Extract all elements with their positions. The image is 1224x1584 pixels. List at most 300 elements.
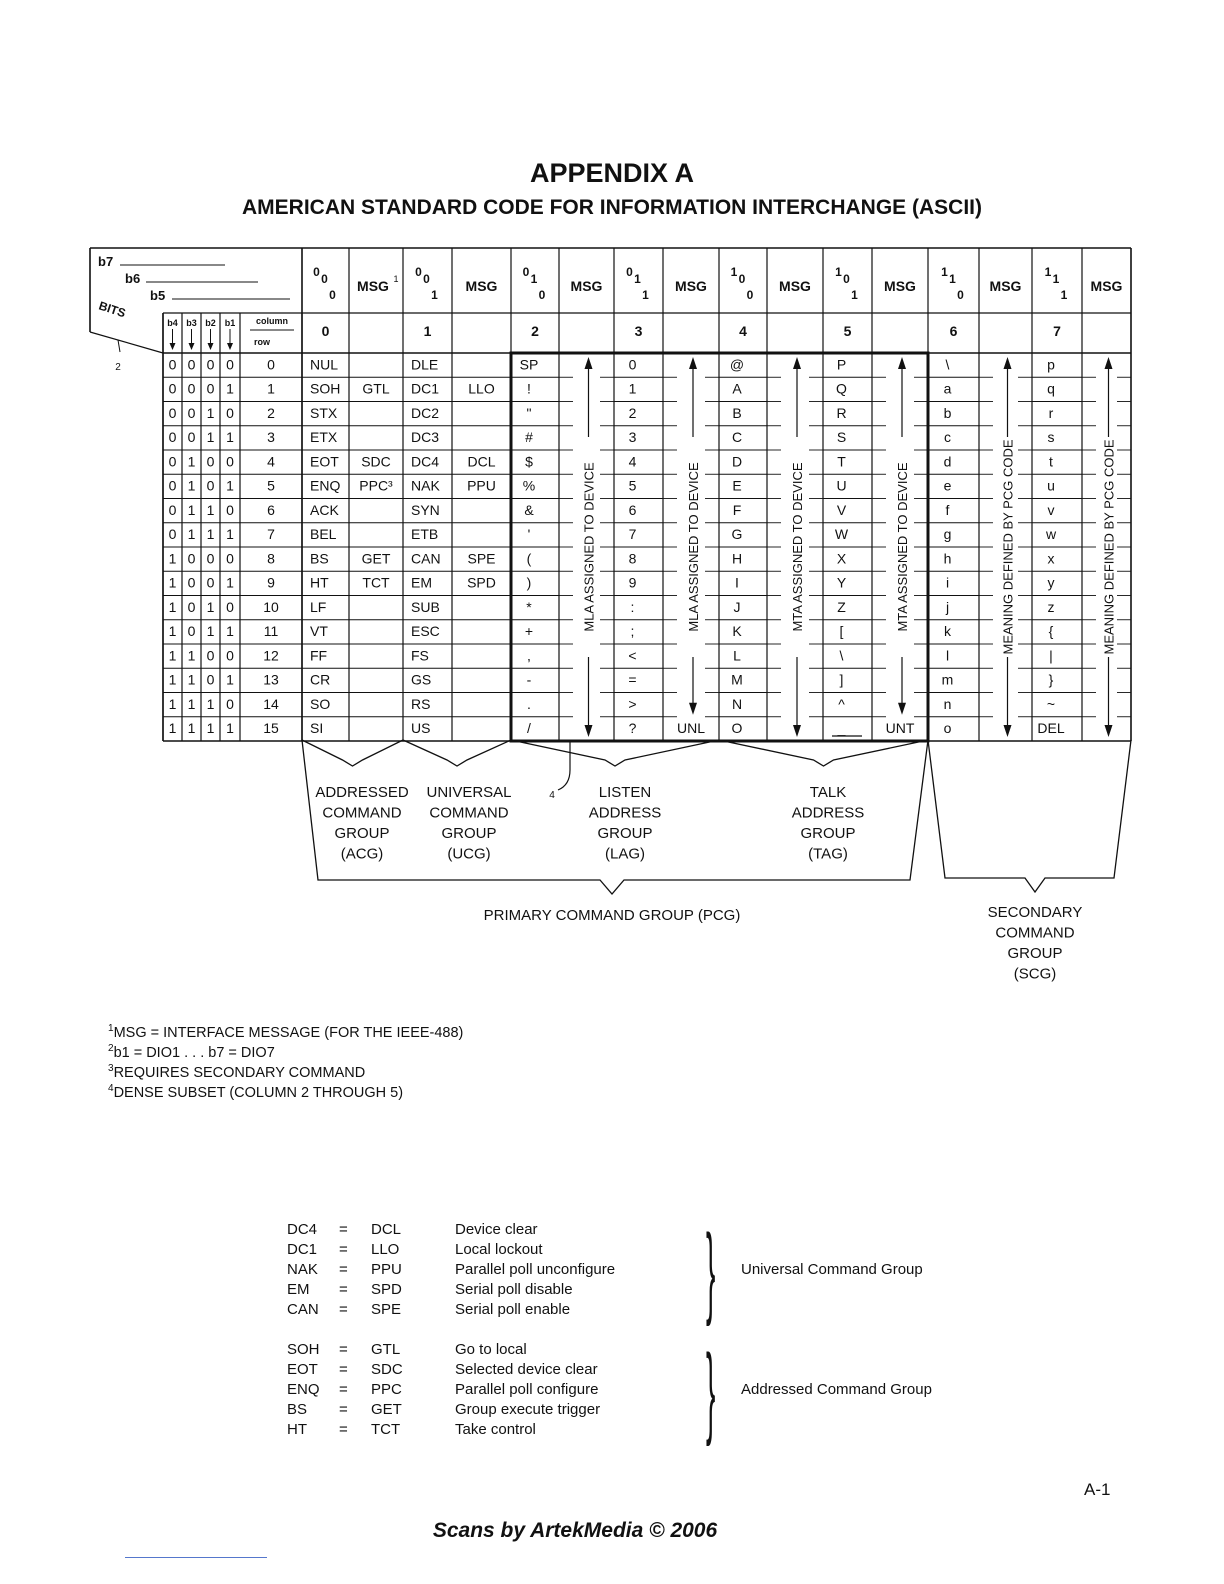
char-cell: ! xyxy=(527,380,531,397)
col-bit-b7: 1 xyxy=(730,265,738,279)
legend-brace: } xyxy=(706,1335,716,1447)
row-bit: 1 xyxy=(206,404,215,421)
char-cell: FS xyxy=(411,647,429,664)
row-bit: 0 xyxy=(206,647,215,664)
row-bit: 1 xyxy=(226,380,234,397)
msg-header: MSG xyxy=(675,278,707,294)
legend-code: DC1 xyxy=(287,1241,318,1258)
bits-label: BITS xyxy=(97,298,128,321)
char-cell: D xyxy=(731,453,743,470)
char-cell: L xyxy=(733,647,741,664)
char-cell: ] xyxy=(839,671,844,688)
col-bit-b5: 0 xyxy=(957,288,964,302)
column-number: 2 xyxy=(531,323,539,339)
char-cell: X xyxy=(836,550,847,567)
char-cell: DC4 xyxy=(411,453,440,470)
row-bit: 1 xyxy=(168,695,177,712)
legend-msg: GET xyxy=(371,1401,402,1418)
row-bit: 0 xyxy=(187,574,196,591)
col-bit-b5: 0 xyxy=(329,288,336,302)
ucg-label: GROUP xyxy=(441,825,497,842)
col-bit-b5: 1 xyxy=(851,288,858,302)
column-number: 4 xyxy=(739,323,747,339)
char-cell: c xyxy=(944,429,951,446)
message-cell: TCT xyxy=(362,574,390,591)
char-cell: 7 xyxy=(628,526,637,543)
legend-msg: SDC xyxy=(371,1361,403,1378)
row-bit: 0 xyxy=(168,526,177,543)
char-cell: Q xyxy=(836,380,847,397)
col-bit-b7: 0 xyxy=(415,265,422,279)
msg-header: MSG xyxy=(1090,278,1123,294)
row-bit: 1 xyxy=(206,720,215,737)
tag-label: TALK xyxy=(809,784,847,801)
column-number: 6 xyxy=(949,323,958,339)
char-cell: . xyxy=(527,695,531,712)
footnote-number: 1 xyxy=(108,1023,114,1034)
row-bit: 0 xyxy=(226,404,234,421)
message-cell: SPD xyxy=(467,574,496,591)
arrow-head-up xyxy=(585,357,593,369)
row-bit: 1 xyxy=(168,598,177,615)
col-bit-b7: 1 xyxy=(1044,265,1052,279)
char-cell: CAN xyxy=(411,550,441,567)
char-cell: z xyxy=(1047,598,1055,615)
col-bit-b6: 1 xyxy=(634,272,641,286)
row-number: 11 xyxy=(263,623,279,640)
legend-code: BS xyxy=(287,1401,308,1418)
row-bit: 0 xyxy=(187,380,196,397)
legend-eq: = xyxy=(339,1381,348,1398)
row-bit: 1 xyxy=(206,598,215,615)
arrow-head-up xyxy=(793,357,801,369)
acg-label: ADDRESSED xyxy=(315,784,409,801)
column-label: column xyxy=(255,316,289,326)
arrow-head-up xyxy=(1004,357,1012,369)
low-bit-label: b4 xyxy=(167,318,178,328)
message-cell: DCL xyxy=(467,453,496,470)
row-bit: 0 xyxy=(168,356,177,373)
char-cell: ; xyxy=(630,623,635,640)
legend-msg: PPC xyxy=(371,1381,402,1398)
char-cell: s xyxy=(1047,429,1055,446)
column-number: 0 xyxy=(321,323,330,339)
char-cell: V xyxy=(836,501,847,518)
legend-eq: = xyxy=(339,1421,348,1438)
low-bit-label: b1 xyxy=(224,318,236,328)
char-cell: q xyxy=(1047,380,1055,397)
row-bit: 1 xyxy=(206,429,215,446)
footnote xyxy=(108,1083,403,1101)
char-cell: \ xyxy=(839,647,844,664)
char-cell: > xyxy=(628,695,637,712)
char-cell: CR xyxy=(310,671,331,688)
legend-desc: Serial poll disable xyxy=(455,1281,573,1298)
ucg-label: UNIVERSAL xyxy=(426,784,512,801)
scg-bracket xyxy=(928,740,1131,892)
column-number: 7 xyxy=(1053,323,1061,339)
msg-header: MSG xyxy=(779,278,811,294)
legend-desc: Local lockout xyxy=(455,1241,543,1258)
char-cell: S xyxy=(836,429,847,446)
message-cell: PPU xyxy=(467,477,496,494)
tag-label: GROUP xyxy=(800,825,856,842)
row-bit: 1 xyxy=(226,429,234,446)
char-cell: T xyxy=(837,453,846,470)
message-cell: UNT xyxy=(885,720,915,737)
lag-label: (LAG) xyxy=(604,845,646,863)
row-bit: 0 xyxy=(206,453,215,470)
legend-eq: = xyxy=(339,1281,348,1298)
note-ref-line xyxy=(118,340,120,352)
char-cell: DC3 xyxy=(411,429,440,446)
row-bit: 1 xyxy=(206,623,215,640)
char-cell: ( xyxy=(526,550,532,567)
bit-arrowhead xyxy=(227,343,233,350)
acg-label: COMMAND xyxy=(322,804,402,822)
row-number: 5 xyxy=(267,477,275,494)
char-cell: DC2 xyxy=(411,404,440,421)
char-cell: ENQ xyxy=(310,477,341,494)
row-number: 2 xyxy=(267,404,275,421)
legend-code: ENQ xyxy=(287,1381,320,1398)
ucg-label: COMMAND xyxy=(429,804,509,822)
arrow-head-up xyxy=(689,357,697,369)
char-cell: @ xyxy=(729,356,745,373)
char-cell: SOH xyxy=(310,380,341,397)
row-bit: 0 xyxy=(226,550,234,567)
row-bit: 1 xyxy=(187,720,196,737)
char-cell: K xyxy=(732,623,742,640)
col-bit-b6: 0 xyxy=(738,272,746,286)
row-number: 14 xyxy=(263,695,279,712)
row-bit: 0 xyxy=(226,695,234,712)
message-cell: SDC xyxy=(361,453,391,470)
row-number: 0 xyxy=(267,356,275,373)
msg-header: MSG xyxy=(570,278,603,294)
arrow-head-down xyxy=(1004,725,1012,737)
char-cell: HT xyxy=(310,574,329,591)
char-cell: SYN xyxy=(411,501,440,518)
char-cell: ' xyxy=(527,526,531,543)
row-bit: 0 xyxy=(168,453,177,470)
msg-header: MSG xyxy=(357,278,389,294)
message-cell: UNL xyxy=(676,720,706,737)
row-number: 10 xyxy=(263,598,279,615)
legend-msg: DCL xyxy=(371,1221,402,1238)
bit-arrowhead xyxy=(189,343,195,350)
char-cell: d xyxy=(943,453,952,470)
char-cell: FF xyxy=(310,647,328,664)
row-bit: 1 xyxy=(226,671,234,688)
legend-eq: = xyxy=(339,1221,348,1238)
char-cell: LF xyxy=(310,598,327,615)
char-cell: x xyxy=(1047,550,1055,567)
scg-label: COMMAND xyxy=(995,924,1075,942)
row-bit: 0 xyxy=(206,550,215,567)
footnote xyxy=(108,1063,365,1081)
char-cell: DEL xyxy=(1037,720,1065,737)
vertical-range-label: MEANING DEFINED BY PCG CODE xyxy=(1101,439,1117,655)
legend-eq: = xyxy=(339,1341,348,1358)
char-cell: i xyxy=(945,574,950,591)
char-cell: F xyxy=(732,501,742,518)
col-bit-b7: 1 xyxy=(835,265,842,279)
col-bit-b6: 0 xyxy=(321,272,328,286)
char-cell: GS xyxy=(411,671,432,688)
char-cell: # xyxy=(525,429,533,446)
char-cell: } xyxy=(1048,671,1054,688)
legend-eq: = xyxy=(339,1361,348,1378)
bit-arrowhead xyxy=(170,343,176,350)
char-cell: 3 xyxy=(628,429,637,446)
char-cell: _ xyxy=(837,720,846,737)
vertical-range-label: MLA ASSIGNED TO DEVICE xyxy=(581,462,597,632)
msg-header: MSG xyxy=(884,278,916,294)
char-cell: " xyxy=(526,404,532,421)
row-bit: 0 xyxy=(168,477,177,494)
row-bit: 1 xyxy=(187,647,196,664)
footnote-number: 3 xyxy=(108,1063,114,1074)
row-number: 15 xyxy=(263,720,279,737)
column-number: 3 xyxy=(634,323,643,339)
col-bit-b7: 0 xyxy=(313,265,320,279)
char-cell: w xyxy=(1045,526,1057,543)
col-bit-b7: 1 xyxy=(941,265,948,279)
low-bit-label: b3 xyxy=(186,318,197,328)
column-number: 5 xyxy=(843,323,852,339)
tag-label: (TAG) xyxy=(808,845,848,863)
char-cell: B xyxy=(732,404,742,421)
legend-group-name: Addressed Command Group xyxy=(741,1381,932,1398)
char-cell: C xyxy=(731,429,743,446)
char-cell: I xyxy=(735,574,739,591)
msg-header: MSG xyxy=(989,278,1022,294)
char-cell: W xyxy=(834,526,849,543)
char-cell: NUL xyxy=(310,356,339,373)
legend-desc: Group execute trigger xyxy=(455,1401,601,1418)
char-cell: g xyxy=(943,526,952,543)
row-bit: 0 xyxy=(187,623,196,640)
page-subtitle: AMERICAN STANDARD CODE FOR INFORMATION INTERCHANGE (ASCII) xyxy=(241,196,983,219)
char-cell: H xyxy=(731,550,743,567)
legend-code: NAK xyxy=(287,1261,318,1278)
char-cell: % xyxy=(522,477,536,494)
legend-brace: } xyxy=(706,1215,716,1327)
scg-label: GROUP xyxy=(1007,945,1063,962)
footnote-number: 2 xyxy=(108,1043,114,1054)
row-bit: 1 xyxy=(168,623,177,640)
row-bit: 0 xyxy=(187,550,196,567)
char-cell: J xyxy=(733,598,741,615)
row-bit: 1 xyxy=(206,695,215,712)
col-bit-b6: 1 xyxy=(530,272,538,286)
row-bit: 0 xyxy=(187,598,196,615)
row-bit: 1 xyxy=(206,501,215,518)
row-bit: 1 xyxy=(226,720,234,737)
arrow-head-up xyxy=(898,357,906,369)
char-cell: t xyxy=(1049,453,1053,470)
char-cell: ESC xyxy=(411,623,440,640)
char-cell: 2 xyxy=(628,404,637,421)
page-number: A-1 xyxy=(1084,1480,1111,1499)
row-bit: 1 xyxy=(168,550,177,567)
char-cell: ACK xyxy=(310,501,339,518)
char-cell: p xyxy=(1047,356,1055,373)
row-bit: 1 xyxy=(206,526,215,543)
char-cell: SI xyxy=(310,720,324,737)
footnote-text: REQUIRES SECONDARY COMMAND xyxy=(113,1064,366,1081)
row-bit: 0 xyxy=(206,671,215,688)
char-cell: BEL xyxy=(310,526,337,543)
char-cell: M xyxy=(731,671,743,688)
row-bit: 1 xyxy=(226,574,234,591)
row-bit: 0 xyxy=(187,429,196,446)
row-bit: 0 xyxy=(168,380,177,397)
char-cell: O xyxy=(731,720,743,737)
char-cell: ) xyxy=(526,574,532,591)
arrow-head-down xyxy=(585,725,593,737)
row-bit: 0 xyxy=(206,356,215,373)
legend-msg: TCT xyxy=(371,1421,401,1438)
legend-code: DC4 xyxy=(287,1221,318,1238)
char-cell: / xyxy=(527,720,531,737)
char-cell: \ xyxy=(945,356,950,373)
row-bit: 1 xyxy=(168,671,177,688)
message-cell: SPE xyxy=(467,550,496,567)
footnote xyxy=(108,1023,463,1041)
char-cell: $ xyxy=(525,453,533,470)
row-bit: 1 xyxy=(168,720,177,737)
legend-desc: Parallel poll configure xyxy=(455,1381,599,1398)
row-bit: 0 xyxy=(226,453,234,470)
msg-footnote-ref: 1 xyxy=(393,274,399,284)
arrow-head-up xyxy=(1105,357,1113,369)
char-cell: DC1 xyxy=(411,380,440,397)
legend-msg: GTL xyxy=(371,1341,401,1358)
dense-pointer xyxy=(558,740,570,790)
legend-code: SOH xyxy=(287,1341,320,1358)
char-cell: ETB xyxy=(411,526,439,543)
vertical-range-label: MTA ASSIGNED TO DEVICE xyxy=(895,462,910,632)
legend-code: HT xyxy=(287,1421,307,1438)
char-cell: = xyxy=(628,671,637,688)
row-bit: 0 xyxy=(187,356,196,373)
vertical-range-label: MTA ASSIGNED TO DEVICE xyxy=(790,462,805,632)
message-cell: PPC³ xyxy=(359,477,393,494)
legend-code: EOT xyxy=(287,1361,318,1378)
char-cell: SO xyxy=(310,695,331,712)
char-cell: ^ xyxy=(838,695,845,712)
col-bit-b5: 1 xyxy=(431,288,438,302)
row-number: 12 xyxy=(263,647,279,664)
col-bit-b6: 0 xyxy=(423,272,430,286)
row-label: row xyxy=(253,337,271,347)
char-cell: < xyxy=(628,647,637,664)
lag-label: GROUP xyxy=(597,825,653,842)
scan-credit: Scans by ArtekMedia © 2006 xyxy=(432,1519,718,1542)
char-cell: 1 xyxy=(628,380,637,397)
b5-label: b5 xyxy=(150,288,166,303)
legend-desc: Selected device clear xyxy=(455,1361,598,1378)
row-bit: 0 xyxy=(206,477,215,494)
row-bit: 1 xyxy=(187,501,196,518)
legend-msg: SPD xyxy=(371,1281,402,1298)
char-cell: US xyxy=(411,720,431,737)
b7-label: b7 xyxy=(98,254,114,269)
char-cell: { xyxy=(1048,623,1054,640)
char-cell: EM xyxy=(411,574,432,591)
col-bit-b5: 0 xyxy=(538,288,546,302)
char-cell: A xyxy=(732,380,742,397)
char-cell: & xyxy=(524,501,534,518)
col-bit-b6: 1 xyxy=(949,272,956,286)
acg-bracket xyxy=(302,740,403,766)
char-cell: 4 xyxy=(628,453,637,470)
char-cell: G xyxy=(731,526,743,543)
bits-box-diagonal xyxy=(90,332,163,353)
char-cell: + xyxy=(524,623,534,640)
char-cell: * xyxy=(526,598,532,615)
char-cell: VT xyxy=(310,623,328,640)
footnote-number: 4 xyxy=(108,1083,114,1094)
char-cell: a xyxy=(943,380,952,397)
row-bit: 1 xyxy=(226,526,234,543)
legend-eq: = xyxy=(339,1401,348,1418)
char-cell: | xyxy=(1049,647,1053,664)
legend-msg: LLO xyxy=(371,1241,400,1258)
scg-label: (SCG) xyxy=(1013,965,1057,983)
arrow-head-down xyxy=(1105,725,1113,737)
legend-eq: = xyxy=(339,1301,348,1318)
char-cell: 6 xyxy=(628,501,637,518)
vertical-range-label: MEANING DEFINED BY PCG CODE xyxy=(1000,439,1016,655)
acg-label: (ACG) xyxy=(340,845,384,863)
char-cell: h xyxy=(943,550,952,567)
row-number: 7 xyxy=(267,526,275,543)
row-number: 9 xyxy=(267,574,275,591)
char-cell: ? xyxy=(628,720,637,737)
char-cell: 5 xyxy=(628,477,637,494)
row-number: 6 xyxy=(267,501,275,518)
row-number: 8 xyxy=(267,550,275,567)
col-bit-b5: 1 xyxy=(642,288,649,302)
legend-desc: Go to local xyxy=(455,1341,527,1358)
char-cell: NAK xyxy=(411,477,440,494)
char-cell: R xyxy=(836,404,847,421)
decorative-underline xyxy=(125,1557,267,1558)
row-bit: 1 xyxy=(187,477,196,494)
dense-footnote-ref: 4 xyxy=(549,790,555,801)
row-bit: 0 xyxy=(226,598,234,615)
legend-group-name: Universal Command Group xyxy=(741,1261,923,1278)
pcg-label: PRIMARY COMMAND GROUP (PCG) xyxy=(483,907,741,924)
legend-desc: Device clear xyxy=(455,1221,538,1238)
char-cell: , xyxy=(527,647,531,664)
char-cell: n xyxy=(943,695,952,712)
row-bit: 0 xyxy=(226,647,234,664)
row-bit: 0 xyxy=(226,356,234,373)
legend-desc: Take control xyxy=(455,1421,536,1438)
footnote-text: DENSE SUBSET (COLUMN 2 THROUGH 5) xyxy=(113,1084,404,1101)
lag-label: ADDRESS xyxy=(588,804,662,822)
legend-desc: Serial poll enable xyxy=(455,1301,571,1318)
row-number: 3 xyxy=(267,429,275,446)
row-bit: 1 xyxy=(187,453,196,470)
char-cell: SUB xyxy=(411,598,440,615)
char-cell: m xyxy=(941,671,954,688)
char-cell: b xyxy=(943,404,952,421)
